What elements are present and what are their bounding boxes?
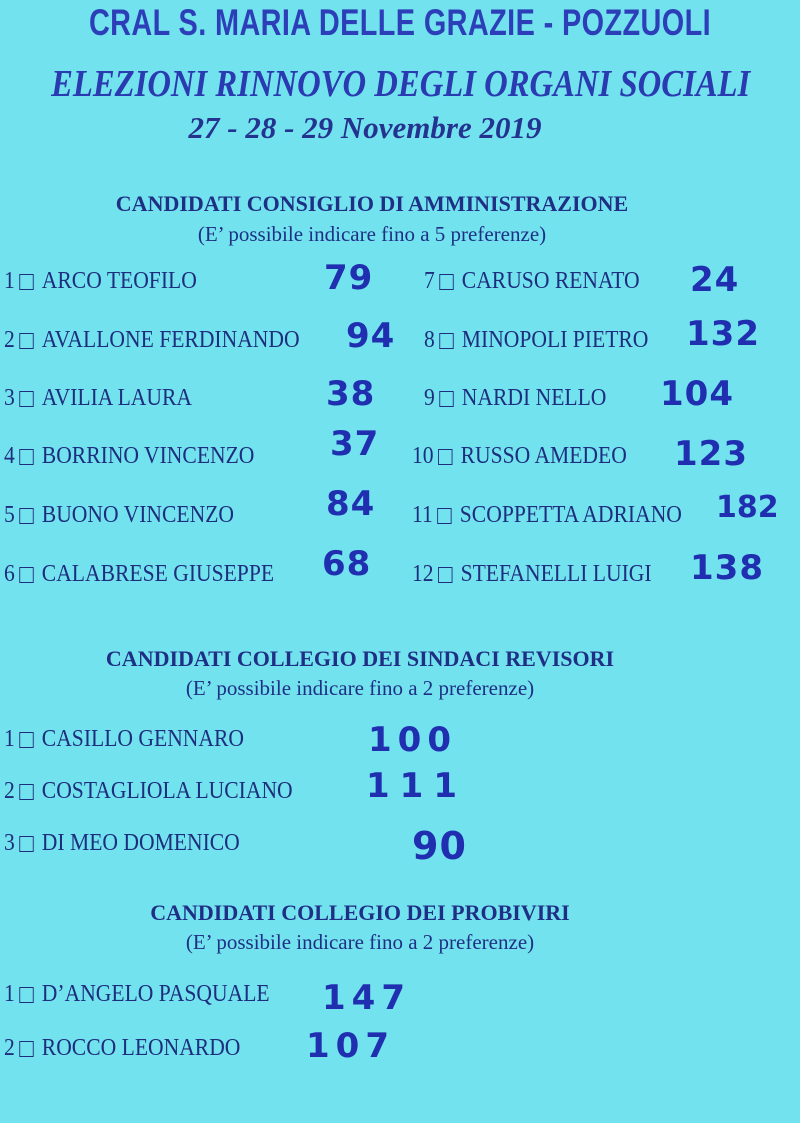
candidate-number: 1 bbox=[4, 726, 15, 752]
candidate-name: AVALLONE FERDINANDO bbox=[41, 327, 300, 353]
checkbox[interactable] bbox=[19, 732, 33, 748]
candidate-row[interactable] bbox=[4, 830, 240, 857]
candidate-number: 8 bbox=[424, 327, 435, 353]
candidate-row[interactable] bbox=[4, 268, 197, 295]
candidate-row[interactable] bbox=[4, 1035, 240, 1062]
vote-count: 138 bbox=[690, 548, 764, 588]
candidate-number: 10 bbox=[412, 443, 434, 469]
candidate-number: 3 bbox=[4, 385, 15, 411]
vote-count: 182 bbox=[716, 490, 779, 525]
section-note-sindaci: (E’ possibile indicare fino a 2 preferenze) bbox=[185, 676, 535, 700]
section-title-consiglio: CANDIDATI CONSIGLIO DI AMMINISTRAZIONE bbox=[115, 191, 629, 216]
candidate-name: NARDI NELLO bbox=[461, 385, 607, 411]
election-dates: 27 - 28 - 29 Novembre 2019 bbox=[188, 110, 542, 145]
candidate-name: AVILIA LAURA bbox=[41, 385, 193, 411]
candidate-name: MINOPOLI PIETRO bbox=[461, 327, 649, 353]
candidate-number: 12 bbox=[412, 561, 434, 587]
checkbox[interactable] bbox=[19, 784, 33, 800]
candidate-name: SCOPPETTA ADRIANO bbox=[459, 502, 682, 528]
candidate-name: STEFANELLI LUIGI bbox=[460, 561, 652, 587]
checkbox[interactable] bbox=[439, 391, 453, 407]
checkbox[interactable] bbox=[439, 274, 453, 290]
candidate-name: CASILLO GENNARO bbox=[41, 726, 245, 752]
vote-count: 24 bbox=[690, 260, 740, 300]
candidate-row[interactable] bbox=[4, 561, 274, 588]
candidate-row[interactable] bbox=[424, 385, 606, 412]
vote-count: 84 bbox=[326, 484, 376, 524]
candidate-name: ROCCO LEONARDO bbox=[41, 1035, 241, 1061]
candidate-number: 1 bbox=[4, 268, 15, 294]
candidate-row[interactable] bbox=[424, 268, 640, 295]
checkbox[interactable] bbox=[438, 449, 452, 465]
checkbox[interactable] bbox=[437, 508, 451, 524]
candidate-row[interactable] bbox=[412, 502, 682, 529]
vote-count: 132 bbox=[686, 314, 760, 354]
section-title-probiviri: CANDIDATI COLLEGIO DEI PROBIVIRI bbox=[150, 900, 570, 925]
checkbox[interactable] bbox=[19, 836, 33, 852]
candidate-number: 3 bbox=[4, 830, 15, 856]
candidate-name: BORRINO VINCENZO bbox=[41, 443, 255, 469]
vote-count: 79 bbox=[324, 258, 374, 298]
vote-count: 104 bbox=[660, 374, 734, 414]
vote-count: 111 bbox=[366, 766, 467, 806]
candidate-name: D’ANGELO PASQUALE bbox=[41, 981, 270, 1007]
checkbox[interactable] bbox=[19, 508, 33, 524]
candidate-row[interactable] bbox=[4, 327, 300, 354]
vote-count: 123 bbox=[674, 434, 748, 474]
candidate-row[interactable] bbox=[4, 385, 192, 412]
section-note-consiglio: (E’ possibile indicare fino a 5 preferenze) bbox=[197, 222, 547, 246]
vote-count: 94 bbox=[346, 316, 396, 356]
candidate-name: COSTAGLIOLA LUCIANO bbox=[41, 778, 293, 804]
candidate-number: 7 bbox=[424, 268, 435, 294]
candidate-row[interactable] bbox=[4, 502, 234, 529]
vote-count: 90 bbox=[412, 824, 467, 868]
candidate-row[interactable] bbox=[4, 778, 293, 805]
vote-count: 107 bbox=[306, 1026, 395, 1066]
candidate-name: ARCO TEOFILO bbox=[41, 268, 197, 294]
candidate-name: CARUSO RENATO bbox=[461, 268, 640, 294]
vote-count: 38 bbox=[326, 374, 376, 414]
candidate-number: 9 bbox=[424, 385, 435, 411]
checkbox[interactable] bbox=[19, 1041, 33, 1057]
candidate-name: BUONO VINCENZO bbox=[41, 502, 235, 528]
candidate-row[interactable] bbox=[4, 981, 270, 1008]
candidate-name: DI MEO DOMENICO bbox=[41, 830, 240, 856]
vote-count: 100 bbox=[368, 720, 457, 760]
candidate-number: 11 bbox=[412, 502, 433, 528]
section-note-probiviri: (E’ possibile indicare fino a 2 preferenze) bbox=[185, 930, 535, 954]
candidate-name: CALABRESE GIUSEPPE bbox=[41, 561, 275, 587]
candidate-row[interactable] bbox=[412, 561, 652, 588]
checkbox[interactable] bbox=[19, 567, 33, 583]
candidate-row[interactable] bbox=[412, 443, 627, 470]
vote-count: 68 bbox=[322, 544, 372, 584]
checkbox[interactable] bbox=[19, 274, 33, 290]
vote-count: 147 bbox=[322, 978, 411, 1018]
section-title-sindaci: CANDIDATI COLLEGIO DEI SINDACI REVISORI bbox=[105, 646, 615, 671]
election-title: ELEZIONI RINNOVO DEGLI ORGANI SOCIALI bbox=[51, 63, 751, 105]
candidate-name: RUSSO AMEDEO bbox=[460, 443, 627, 469]
checkbox[interactable] bbox=[438, 567, 452, 583]
candidate-number: 2 bbox=[4, 778, 15, 804]
checkbox[interactable] bbox=[19, 987, 33, 1003]
candidate-row[interactable] bbox=[4, 726, 244, 753]
checkbox[interactable] bbox=[439, 333, 453, 349]
club-name: CRAL S. MARIA DELLE GRAZIE - POZZUOLI bbox=[88, 2, 712, 43]
checkbox[interactable] bbox=[19, 449, 33, 465]
candidate-number: 5 bbox=[4, 502, 15, 528]
candidate-number: 4 bbox=[4, 443, 15, 469]
candidate-number: 6 bbox=[4, 561, 15, 587]
vote-count: 37 bbox=[330, 424, 380, 464]
checkbox[interactable] bbox=[19, 391, 33, 407]
candidate-number: 1 bbox=[4, 981, 15, 1007]
candidate-row[interactable] bbox=[4, 443, 254, 470]
candidate-row[interactable] bbox=[424, 327, 648, 354]
checkbox[interactable] bbox=[19, 333, 33, 349]
candidate-number: 2 bbox=[4, 1035, 15, 1061]
candidate-number: 2 bbox=[4, 327, 15, 353]
